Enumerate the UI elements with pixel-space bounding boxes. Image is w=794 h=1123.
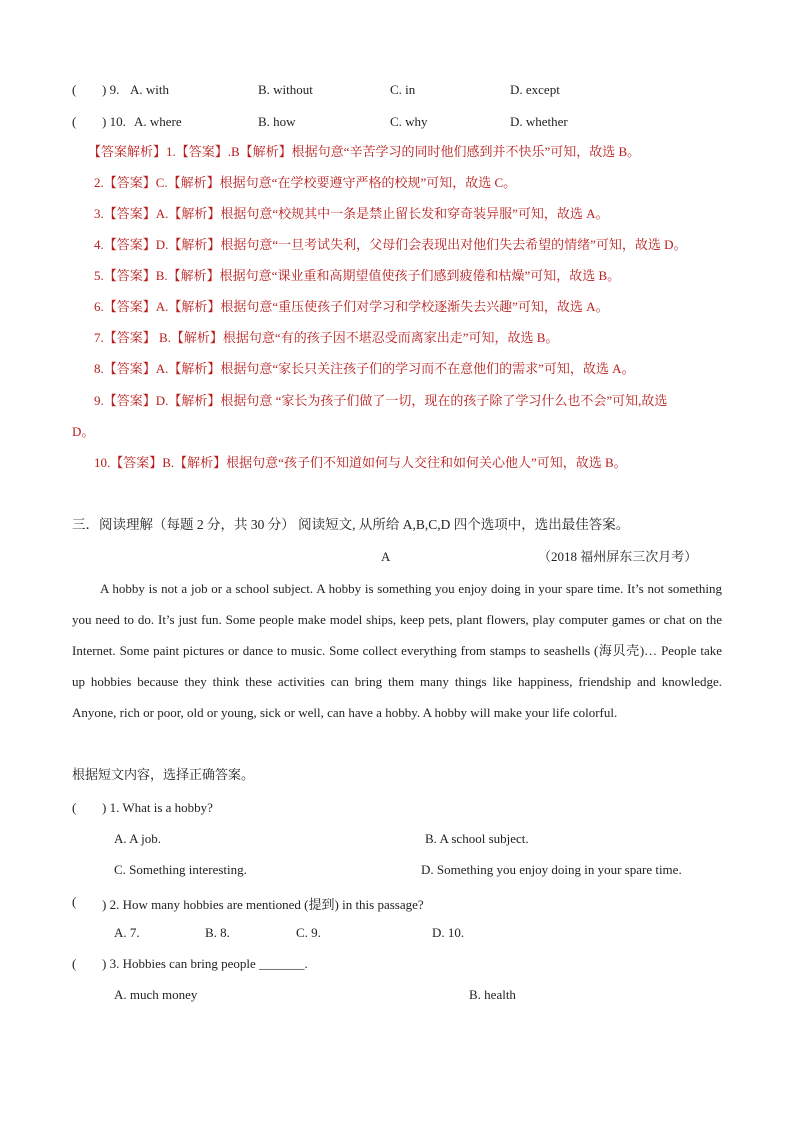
option-b: B. how <box>258 114 296 129</box>
answer-paren: ( <box>72 114 77 129</box>
answer-line-5: 5.【答案】B.【解析】根据句意“课业重和高期望值使孩子们感到疲倦和枯燥”可知，故选 B。 <box>94 268 621 283</box>
answer-line-3: 3.【答案】A.【解析】根据句意“校规其中一条是禁止留长发和穿奇装异服”可知，故选 A。 <box>94 206 609 221</box>
option-a: A. much money <box>114 987 198 1002</box>
answer-line-9-cont: D。 <box>72 424 95 439</box>
answer-line-9: 9.【答案】D.【解析】根据句意 “家长为孩子们做了一切，现在的孩子除了学习什么也不会”可知,故选 <box>94 393 668 408</box>
answer-line-6: 6.【答案】A.【解析】根据句意“重压使孩子们对学习和学校逐渐失去兴趣”可知，故选 A。 <box>94 299 609 314</box>
section-title: 三．阅读理解（每题 2 分，共 30 分） 阅读短文, 从所给 A,B,C,D 四个选项中，选出最佳答案。 <box>72 517 630 532</box>
reading-instruction: 根据短文内容，选择正确答案。 <box>72 767 255 782</box>
answer-line-1: 【答案解析】1.【答案】.B【解析】根据句意“辛苦学习的同时他们感到并不快乐”可知，故选 B。 <box>88 144 641 159</box>
option-b: B. A school subject. <box>425 831 529 846</box>
option-d: D. except <box>510 82 560 97</box>
passage-text: A hobby is not a job or a school subject. A hobby is something you enjoy doing in your spare time. It’s not something you need to do. It’s just fun. Some people make model ships, keep pets, plant flowers, play computer games or chat on the Internet. Some paint pictures or dance to music. Some collect everything from stamps to seashells (海贝壳)… People take up hobbies because they think these activities can bring them many things like happiness, friendship and knowledge. Anyone, rich or poor, old or young, sick or well, can have a hobby. A hobby will make your life colorful. <box>72 581 722 720</box>
answer-paren: ( <box>72 894 77 909</box>
option-a: A. A job. <box>114 831 161 846</box>
answer-line-10: 10.【答案】B.【解析】根据句意“孩子们不知道如何与人交往和如何关心他人”可知，故选 B。 <box>94 455 627 470</box>
option-c: C. why <box>390 114 428 129</box>
answer-line-4: 4.【答案】D.【解析】根据句意“一旦考试失利，父母们会表现出对他们失去希望的情绪”可知，故选 D。 <box>94 237 687 252</box>
option-b: B. 8. <box>205 925 230 940</box>
option-c: C. Something interesting. <box>114 862 247 877</box>
answer-paren: ( <box>72 956 77 971</box>
option-c: C. in <box>390 82 416 97</box>
option-b: B. health <box>469 987 516 1002</box>
option-d: D. whether <box>510 114 568 129</box>
answer-line-8: 8.【答案】A.【解析】根据句意“家长只关注孩子们的学习而不在意他们的需求”可知，故选 A。 <box>94 361 635 376</box>
answer-paren: ( <box>72 800 77 815</box>
passage-label: A <box>381 549 391 564</box>
passage-source: （2018 福州屏东三次月考） <box>538 549 698 564</box>
question-number: ) 10. <box>102 114 126 129</box>
option-a: A. with <box>130 82 169 97</box>
option-c: C. 9. <box>296 925 321 940</box>
answer-paren: ( <box>72 82 77 97</box>
option-d: D. Something you enjoy doing in your spare time. <box>421 862 682 877</box>
option-b: B. without <box>258 82 313 97</box>
question-stem: ) 1. What is a hobby? <box>102 800 213 815</box>
option-a: A. 7. <box>114 925 140 940</box>
answer-line-7: 7.【答案】 B.【解析】根据句意“有的孩子因不堪忍受而离家出走”可知，故选 B。 <box>94 330 559 345</box>
answer-line-2: 2.【答案】C.【解析】根据句意“在学校要遵守严格的校规”可知，故选 C。 <box>94 175 517 190</box>
question-stem: ) 3. Hobbies can bring people _______. <box>102 956 308 971</box>
question-number: ) 9. <box>102 82 120 97</box>
question-stem: ) 2. How many hobbies are mentioned (提到) in this passage? <box>102 897 424 912</box>
option-a: A. where <box>134 114 182 129</box>
option-d: D. 10. <box>432 925 465 940</box>
